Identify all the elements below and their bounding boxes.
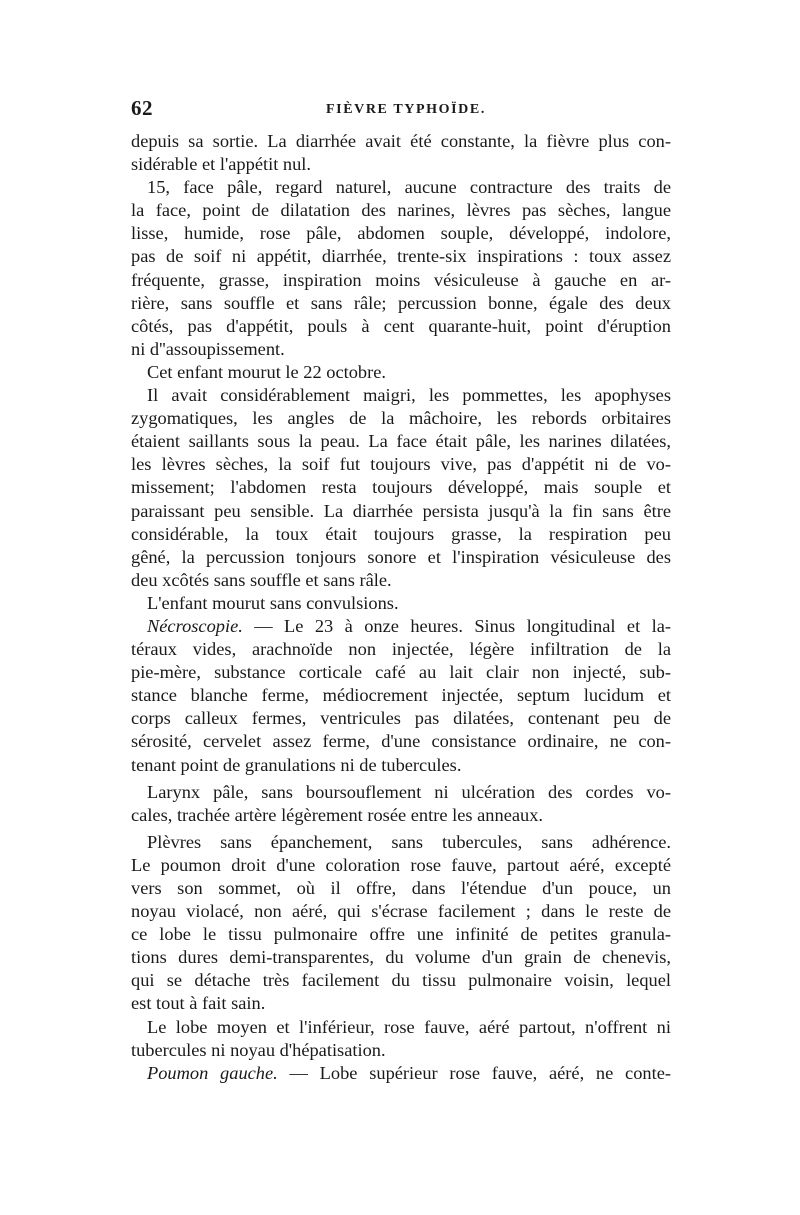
text-line: ni d''assoupissement. (131, 338, 285, 359)
text-line: côtés, pas d'appétit, pouls à cent quarante-huit, point d'éruption (131, 315, 671, 336)
text-line-rest: — Lobe supérieur rose fauve, aéré, ne conte- (289, 1062, 671, 1083)
text-line: rière, sans souffle et sans râle; percussion bonne, égale des deux (131, 292, 671, 313)
text-line: considérable, la toux était toujours grasse, la respiration peu (131, 523, 671, 544)
page-header (131, 96, 671, 124)
text-line: vers son sommet, où il offre, dans l'étendue d'un pouce, un (131, 878, 671, 898)
body-text (131, 130, 671, 1085)
text-line: les lèvres sèches, la soif fut toujours vive, pas d'appétit ni de vo- (131, 454, 671, 475)
text-line: fréquente, grasse, inspiration moins vésiculeuse à gauche en ar- (131, 269, 671, 290)
text-line: Le poumon droit d'une coloration rose fauve, partout aéré, excepté (131, 854, 671, 875)
text-line: corps calleux fermes, ventricules pas dilatées, contenant peu de (131, 708, 671, 729)
text-line (131, 615, 671, 638)
running-title: FIÈVRE TYPHOÏDE. (326, 102, 486, 117)
text-line: la face, point de dilatation des narines, lèvres pas sèches, langue (131, 200, 671, 221)
text-line: Cet enfant mourut le 22 octobre. (147, 361, 387, 382)
text-line: est tout à fait sain. (131, 993, 266, 1014)
text-line: zygomatiques, les angles de la mâchoire, les rebords orbitaires (131, 408, 671, 429)
text-line: L'enfant mourut sans convulsions. (147, 592, 399, 613)
text-line: cales, trachée artère légèrement rosée entre les anneaux. (131, 804, 544, 825)
text-line: Larynx pâle, sans boursouflement ni ulcération des cordes vo- (147, 781, 671, 802)
text-line: ce lobe le tissu pulmonaire offre une infinité de petites granula- (131, 924, 671, 945)
section-lead-poumon-gauche: Poumon gauche. (147, 1062, 278, 1083)
text-line: Plèvres sans épanchement, sans tubercules, sans adhérence. (147, 831, 671, 852)
text-line-rest: — Le 23 à onze heures. Sinus longitudinal et la- (254, 615, 671, 636)
text-line: deu xcôtés sans souffle et sans râle. (131, 569, 392, 590)
text-line: étaient saillants sous la peau. La face était pâle, les narines dilatées, (131, 431, 671, 452)
text-line: Le lobe moyen et l'inférieur, rose fauve, aéré partout, n'offrent ni (147, 1016, 671, 1037)
text-line: sidérable et l'appétit nul. (131, 154, 312, 175)
text-line: gêné, la percussion tonjours sonore et l'inspiration vésiculeuse des (131, 546, 671, 567)
text-line: pie-mère, substance corticale café au lait clair non injecté, sub- (131, 662, 671, 683)
text-line: sérosité, cervelet assez ferme, d'une consistance ordinaire, ne con- (131, 731, 671, 752)
text-line: Il avait considérablement maigri, les pommettes, les apophyses (147, 385, 671, 406)
text-line: stance blanche ferme, médiocrement injectée, septum lucidum et (131, 685, 671, 706)
text-line: tubercules ni noyau d'hépatisation. (131, 1039, 386, 1060)
page-number: 62 (131, 96, 153, 120)
text-line: missement; l'abdomen resta toujours développé, mais souple et (131, 477, 671, 498)
text-line: noyau violacé, non aéré, qui s'écrase facilement ; dans le reste de (131, 901, 671, 922)
text-line: 15, face pâle, regard naturel, aucune contracture des traits de (147, 177, 671, 198)
text-line: pas de soif ni appétit, diarrhée, trente-six inspirations : toux assez (131, 246, 671, 267)
text-line: qui se détache très facilement du tissu pulmonaire voisin, lequel (131, 970, 671, 991)
section-lead-necroscopie: Nécroscopie. (147, 615, 243, 636)
text-line: paraissant peu sensible. La diarrhée persista jusqu'à la fin sans être (131, 500, 671, 521)
text-line: tions dures demi-transparentes, du volume d'un grain de chenevis, (131, 947, 671, 968)
text-line: tenant point de granulations ni de tubercules. (131, 754, 462, 775)
text-line: téraux vides, arachnoïde non injectée, légère infiltration de la (131, 639, 671, 660)
text-line: depuis sa sortie. La diarrhée avait été constante, la fièvre plus con- (131, 131, 671, 151)
text-line (131, 1062, 671, 1085)
text-line: lisse, humide, rose pâle, abdomen souple, développé, indolore, (131, 223, 671, 244)
